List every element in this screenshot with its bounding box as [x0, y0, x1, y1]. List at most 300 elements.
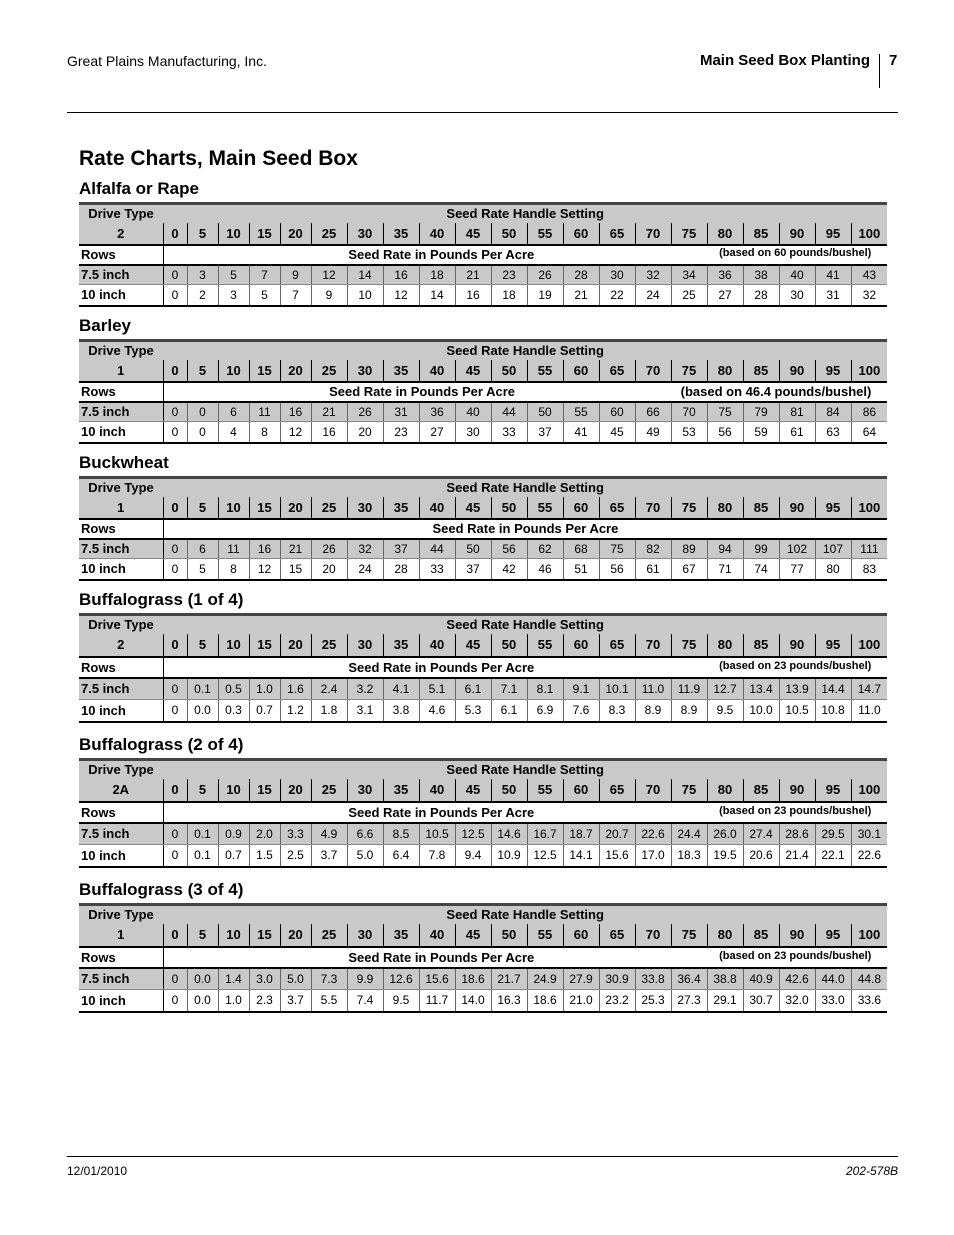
seed-basis: (based on 60 pounds/bushel) — [719, 247, 872, 259]
rate-cell: 7.6 — [563, 700, 599, 722]
handle-setting: 90 — [779, 634, 815, 657]
rate-cell: 21.4 — [779, 845, 815, 867]
handle-setting: 0 — [163, 634, 187, 657]
rate-cell: 37 — [455, 559, 491, 580]
rate-cell: 14 — [347, 265, 383, 285]
rate-cell: 12.5 — [527, 845, 563, 867]
handle-setting: 0 — [163, 497, 187, 519]
handle-setting: 50 — [491, 360, 527, 382]
handle-setting: 5 — [187, 497, 218, 519]
rows-label: Rows — [79, 382, 163, 402]
rate-table — [79, 202, 887, 307]
handle-setting: 35 — [383, 634, 419, 657]
rate-cell: 12 — [383, 285, 419, 306]
drive-type-value: 1 — [79, 360, 163, 382]
rate-cell: 0 — [163, 265, 187, 285]
rate-cell: 0.0 — [187, 968, 218, 990]
rate-cell: 24.9 — [527, 968, 563, 990]
handle-setting: 60 — [563, 497, 599, 519]
handle-setting: 100 — [851, 360, 887, 382]
rate-cell: 6.1 — [491, 700, 527, 722]
handle-setting: 5 — [187, 634, 218, 657]
rate-cell: 44 — [419, 539, 455, 559]
rate-cell: 1.5 — [249, 845, 280, 867]
rate-cell: 16.3 — [491, 990, 527, 1012]
handle-setting: 80 — [707, 360, 743, 382]
rate-cell: 9 — [311, 285, 347, 306]
rate-cell: 94 — [707, 539, 743, 559]
handle-setting: 35 — [383, 497, 419, 519]
rate-cell: 3.8 — [383, 700, 419, 722]
handle-setting: 100 — [851, 779, 887, 802]
rate-cell: 8 — [218, 559, 249, 580]
rate-cell: 6 — [218, 402, 249, 422]
rate-cell: 22.6 — [851, 845, 887, 867]
rate-cell: 37 — [527, 422, 563, 443]
handle-setting: 70 — [635, 223, 671, 245]
handle-setting: 45 — [455, 634, 491, 657]
chart-title: Buffalograss (1 of 4) — [79, 590, 244, 609]
handle-setting: 100 — [851, 223, 887, 245]
rate-cell: 20.6 — [743, 845, 779, 867]
rate-cell: 6 — [187, 539, 218, 559]
rate-cell: 0.7 — [218, 845, 249, 867]
rate-cell: 5 — [249, 285, 280, 306]
rate-cell: 102 — [779, 539, 815, 559]
rate-cell: 30.7 — [743, 990, 779, 1012]
rate-cell: 14.0 — [455, 990, 491, 1012]
rate-cell: 1.2 — [280, 700, 311, 722]
handle-setting: 55 — [527, 223, 563, 245]
rate-cell: 33 — [419, 559, 455, 580]
handle-setting: 25 — [311, 223, 347, 245]
handle-setting: 90 — [779, 779, 815, 802]
rate-cell: 46 — [527, 559, 563, 580]
rate-cell: 34 — [671, 265, 707, 285]
rate-cell: 36 — [419, 402, 455, 422]
drive-type-label: Drive Type — [79, 478, 163, 497]
rate-cell: 18.6 — [455, 968, 491, 990]
row-spacing-7-5-label: 7.5 inch — [79, 265, 163, 285]
footer-rule — [67, 1156, 898, 1157]
handle-setting: 70 — [635, 360, 671, 382]
rate-cell: 14.7 — [851, 678, 887, 700]
rate-cell: 9.1 — [563, 678, 599, 700]
rate-cell: 27 — [419, 422, 455, 443]
handle-setting: 30 — [347, 360, 383, 382]
handle-setting: 20 — [280, 634, 311, 657]
handle-setting: 70 — [635, 924, 671, 947]
handle-setting: 60 — [563, 223, 599, 245]
drive-type-label: Drive Type — [79, 760, 163, 779]
rate-cell: 10 — [347, 285, 383, 306]
rate-cell: 23.2 — [599, 990, 635, 1012]
rate-cell: 40 — [779, 265, 815, 285]
rate-table — [79, 339, 887, 444]
handle-setting: 60 — [563, 634, 599, 657]
handle-setting-label: Seed Rate Handle Setting — [163, 204, 887, 223]
handle-setting: 45 — [455, 497, 491, 519]
chart-title: Buffalograss (3 of 4) — [79, 880, 244, 899]
rate-cell: 26.0 — [707, 823, 743, 845]
drive-type-value: 2 — [79, 223, 163, 245]
handle-setting: 0 — [163, 223, 187, 245]
row-spacing-7-5-label: 7.5 inch — [79, 678, 163, 700]
row-spacing-7-5-label: 7.5 inch — [79, 539, 163, 559]
rate-cell: 41 — [815, 265, 851, 285]
handle-setting: 10 — [218, 634, 249, 657]
handle-setting-label: Seed Rate Handle Setting — [163, 615, 887, 634]
handle-setting: 15 — [249, 634, 280, 657]
rate-table — [79, 613, 887, 723]
rate-cell: 1.8 — [311, 700, 347, 722]
handle-setting: 50 — [491, 497, 527, 519]
handle-setting: 30 — [347, 223, 383, 245]
handle-setting: 85 — [743, 497, 779, 519]
rate-cell: 45 — [599, 422, 635, 443]
rate-cell: 0.3 — [218, 700, 249, 722]
rate-cell: 18 — [491, 285, 527, 306]
rate-cell: 7 — [249, 265, 280, 285]
handle-setting: 80 — [707, 497, 743, 519]
handle-setting: 50 — [491, 779, 527, 802]
rate-cell: 14.1 — [563, 845, 599, 867]
rate-cell: 5.0 — [347, 845, 383, 867]
handle-setting: 15 — [249, 360, 280, 382]
handle-setting: 90 — [779, 497, 815, 519]
handle-setting: 75 — [671, 360, 707, 382]
rate-cell: 10.5 — [419, 823, 455, 845]
drive-type-value: 1 — [79, 924, 163, 947]
row-spacing-7-5-label: 7.5 inch — [79, 968, 163, 990]
drive-type-label: Drive Type — [79, 615, 163, 634]
rate-cell: 0 — [187, 422, 218, 443]
rate-cell: 61 — [779, 422, 815, 443]
handle-setting: 80 — [707, 924, 743, 947]
handle-setting: 65 — [599, 924, 635, 947]
handle-setting: 20 — [280, 779, 311, 802]
rate-cell: 70 — [671, 402, 707, 422]
handle-setting: 90 — [779, 360, 815, 382]
handle-setting: 85 — [743, 924, 779, 947]
rate-cell: 28.6 — [779, 823, 815, 845]
rate-cell: 32 — [635, 265, 671, 285]
rate-cell: 9.5 — [707, 700, 743, 722]
seed-basis: (based on 23 pounds/bushel) — [719, 804, 872, 817]
handle-setting: 10 — [218, 779, 249, 802]
rate-cell: 44.8 — [851, 968, 887, 990]
footer-doc-number: 202-578B — [845, 1164, 898, 1178]
rate-cell: 59 — [743, 422, 779, 443]
rate-cell: 8.9 — [671, 700, 707, 722]
rate-cell: 61 — [635, 559, 671, 580]
rate-cell: 37 — [383, 539, 419, 559]
rate-cell: 11 — [249, 402, 280, 422]
rate-cell: 64 — [851, 422, 887, 443]
rate-cell: 68 — [563, 539, 599, 559]
rate-cell: 6.1 — [455, 678, 491, 700]
rate-cell: 1.0 — [249, 678, 280, 700]
rate-cell: 18.7 — [563, 823, 599, 845]
rate-cell: 0.0 — [187, 700, 218, 722]
handle-setting: 65 — [599, 634, 635, 657]
handle-setting: 15 — [249, 779, 280, 802]
rate-table — [79, 758, 887, 868]
handle-setting: 55 — [527, 497, 563, 519]
rate-cell: 27.9 — [563, 968, 599, 990]
rate-cell: 32 — [851, 285, 887, 306]
row-spacing-10-label: 10 inch — [79, 700, 163, 722]
page-title: Rate Charts, Main Seed Box — [79, 147, 358, 170]
rate-cell: 11.7 — [419, 990, 455, 1012]
rate-cell: 10.1 — [599, 678, 635, 700]
rate-cell: 49 — [635, 422, 671, 443]
handle-setting: 35 — [383, 924, 419, 947]
rate-cell: 50 — [527, 402, 563, 422]
handle-setting-label: Seed Rate Handle Setting — [163, 341, 887, 360]
rate-cell: 33 — [491, 422, 527, 443]
chart-title: Buckwheat — [79, 453, 169, 472]
rate-cell: 22.6 — [635, 823, 671, 845]
rate-cell: 0 — [163, 990, 187, 1012]
rate-cell: 11.0 — [635, 678, 671, 700]
rate-cell: 8.3 — [599, 700, 635, 722]
header-divider — [879, 54, 880, 88]
rate-cell: 6.6 — [347, 823, 383, 845]
rate-cell: 8.9 — [635, 700, 671, 722]
rate-cell: 55 — [563, 402, 599, 422]
rate-cell: 44 — [491, 402, 527, 422]
handle-setting: 85 — [743, 634, 779, 657]
rate-cell: 17.0 — [635, 845, 671, 867]
rate-cell: 0 — [163, 845, 187, 867]
rate-cell: 2.4 — [311, 678, 347, 700]
rate-cell: 12.7 — [707, 678, 743, 700]
handle-setting: 85 — [743, 223, 779, 245]
handle-setting: 5 — [187, 924, 218, 947]
handle-setting: 25 — [311, 634, 347, 657]
handle-setting: 95 — [815, 497, 851, 519]
rate-cell: 74 — [743, 559, 779, 580]
rate-cell: 15.6 — [419, 968, 455, 990]
handle-setting: 30 — [347, 924, 383, 947]
handle-setting: 55 — [527, 634, 563, 657]
handle-setting: 95 — [815, 360, 851, 382]
handle-setting: 5 — [187, 223, 218, 245]
handle-setting: 35 — [383, 779, 419, 802]
handle-setting: 90 — [779, 924, 815, 947]
rate-cell: 51 — [563, 559, 599, 580]
rate-cell: 0.1 — [187, 678, 218, 700]
handle-setting: 40 — [419, 634, 455, 657]
handle-setting: 80 — [707, 223, 743, 245]
rate-cell: 0.1 — [187, 845, 218, 867]
handle-setting: 70 — [635, 779, 671, 802]
handle-setting: 60 — [563, 360, 599, 382]
rate-cell: 0.1 — [187, 823, 218, 845]
rate-table — [79, 476, 887, 581]
drive-type-label: Drive Type — [79, 204, 163, 223]
rate-cell: 82 — [635, 539, 671, 559]
handle-setting: 50 — [491, 924, 527, 947]
rate-cell: 2 — [187, 285, 218, 306]
handle-setting: 70 — [635, 634, 671, 657]
header-rule — [67, 112, 898, 113]
rate-cell: 4.1 — [383, 678, 419, 700]
handle-setting: 25 — [311, 360, 347, 382]
rate-cell: 63 — [815, 422, 851, 443]
rate-cell: 33.8 — [635, 968, 671, 990]
rate-cell: 22 — [599, 285, 635, 306]
rate-cell: 14.6 — [491, 823, 527, 845]
rows-label: Rows — [79, 657, 163, 678]
rate-cell: 30 — [599, 265, 635, 285]
rate-cell: 80 — [815, 559, 851, 580]
rate-cell: 75 — [707, 402, 743, 422]
rate-cell: 27 — [707, 285, 743, 306]
rate-cell: 0.5 — [218, 678, 249, 700]
rate-cell: 18.6 — [527, 990, 563, 1012]
handle-setting: 5 — [187, 779, 218, 802]
rate-cell: 0 — [163, 678, 187, 700]
rate-caption: Seed Rate in Pounds Per Acre — [348, 659, 535, 675]
rate-cell: 1.6 — [280, 678, 311, 700]
rate-cell: 81 — [779, 402, 815, 422]
handle-setting: 80 — [707, 779, 743, 802]
rate-cell: 66 — [635, 402, 671, 422]
rate-cell: 5.0 — [280, 968, 311, 990]
handle-setting-label: Seed Rate Handle Setting — [163, 760, 887, 779]
rate-cell: 11.0 — [851, 700, 887, 722]
rate-cell: 0 — [163, 539, 187, 559]
rate-cell: 86 — [851, 402, 887, 422]
row-spacing-10-label: 10 inch — [79, 285, 163, 306]
rate-cell: 38 — [743, 265, 779, 285]
rate-cell: 5.3 — [455, 700, 491, 722]
rate-cell: 27.3 — [671, 990, 707, 1012]
rate-cell: 5 — [218, 265, 249, 285]
handle-setting: 20 — [280, 924, 311, 947]
chart-title: Buffalograss (2 of 4) — [79, 735, 244, 754]
drive-type-value: 1 — [79, 497, 163, 519]
handle-setting: 40 — [419, 779, 455, 802]
rate-cell: 24 — [635, 285, 671, 306]
rate-cell: 36.4 — [671, 968, 707, 990]
rate-cell: 50 — [455, 539, 491, 559]
handle-setting-label: Seed Rate Handle Setting — [163, 478, 887, 497]
handle-setting: 30 — [347, 497, 383, 519]
rate-cell: 111 — [851, 539, 887, 559]
rate-cell: 29.5 — [815, 823, 851, 845]
rate-cell: 56 — [491, 539, 527, 559]
handle-setting: 50 — [491, 223, 527, 245]
rate-cell: 14.4 — [815, 678, 851, 700]
rate-cell: 3.2 — [347, 678, 383, 700]
rate-cell: 18.3 — [671, 845, 707, 867]
rate-cell: 6.9 — [527, 700, 563, 722]
rate-cell: 21.0 — [563, 990, 599, 1012]
drive-type-label: Drive Type — [79, 341, 163, 360]
chart-title: Alfalfa or Rape — [79, 179, 199, 198]
rate-cell: 3.0 — [249, 968, 280, 990]
rate-cell: 33.6 — [851, 990, 887, 1012]
rate-cell: 12.6 — [383, 968, 419, 990]
handle-setting: 10 — [218, 223, 249, 245]
rate-cell: 21 — [280, 539, 311, 559]
rate-cell: 29.1 — [707, 990, 743, 1012]
handle-setting: 85 — [743, 360, 779, 382]
rate-cell: 7 — [280, 285, 311, 306]
rate-cell: 24 — [347, 559, 383, 580]
rate-cell: 62 — [527, 539, 563, 559]
handle-setting: 85 — [743, 779, 779, 802]
rate-cell: 15.6 — [599, 845, 635, 867]
row-spacing-7-5-label: 7.5 inch — [79, 823, 163, 845]
rate-cell: 30 — [455, 422, 491, 443]
rate-cell: 41 — [563, 422, 599, 443]
rate-cell: 5.5 — [311, 990, 347, 1012]
rows-label: Rows — [79, 519, 163, 539]
rate-cell: 0 — [163, 968, 187, 990]
handle-setting: 75 — [671, 779, 707, 802]
rate-cell: 4 — [218, 422, 249, 443]
rate-cell: 36 — [707, 265, 743, 285]
handle-setting: 75 — [671, 223, 707, 245]
row-spacing-10-label: 10 inch — [79, 422, 163, 443]
rate-cell: 1.0 — [218, 990, 249, 1012]
row-spacing-10-label: 10 inch — [79, 990, 163, 1012]
rate-cell: 15 — [280, 559, 311, 580]
rate-cell: 16 — [249, 539, 280, 559]
handle-setting: 15 — [249, 924, 280, 947]
handle-setting: 95 — [815, 924, 851, 947]
rate-cell: 13.9 — [779, 678, 815, 700]
handle-setting: 10 — [218, 360, 249, 382]
rate-cell: 0 — [163, 285, 187, 306]
rate-cell: 0.9 — [218, 823, 249, 845]
rate-cell: 31 — [815, 285, 851, 306]
seed-basis: (based on 46.4 pounds/bushel) — [680, 384, 872, 399]
rate-cell: 30.1 — [851, 823, 887, 845]
handle-setting: 65 — [599, 497, 635, 519]
rows-label: Rows — [79, 245, 163, 265]
rate-cell: 24.4 — [671, 823, 707, 845]
rate-cell: 20.7 — [599, 823, 635, 845]
rate-cell: 12 — [311, 265, 347, 285]
rate-cell: 7.3 — [311, 968, 347, 990]
handle-setting: 5 — [187, 360, 218, 382]
rate-cell: 21 — [455, 265, 491, 285]
rate-cell: 53 — [671, 422, 707, 443]
handle-setting: 60 — [563, 779, 599, 802]
rate-cell: 42.6 — [779, 968, 815, 990]
handle-setting: 30 — [347, 779, 383, 802]
rate-cell: 10.5 — [779, 700, 815, 722]
handle-setting: 20 — [280, 497, 311, 519]
handle-setting-label: Seed Rate Handle Setting — [163, 905, 887, 924]
rate-cell: 2.0 — [249, 823, 280, 845]
handle-setting: 15 — [249, 223, 280, 245]
rate-cell: 16 — [311, 422, 347, 443]
rate-cell: 56 — [599, 559, 635, 580]
rate-cell: 10.0 — [743, 700, 779, 722]
handle-setting: 60 — [563, 924, 599, 947]
rate-cell: 11.9 — [671, 678, 707, 700]
rate-cell: 12 — [280, 422, 311, 443]
row-spacing-7-5-label: 7.5 inch — [79, 402, 163, 422]
rate-cell: 3.1 — [347, 700, 383, 722]
rate-cell: 8.1 — [527, 678, 563, 700]
